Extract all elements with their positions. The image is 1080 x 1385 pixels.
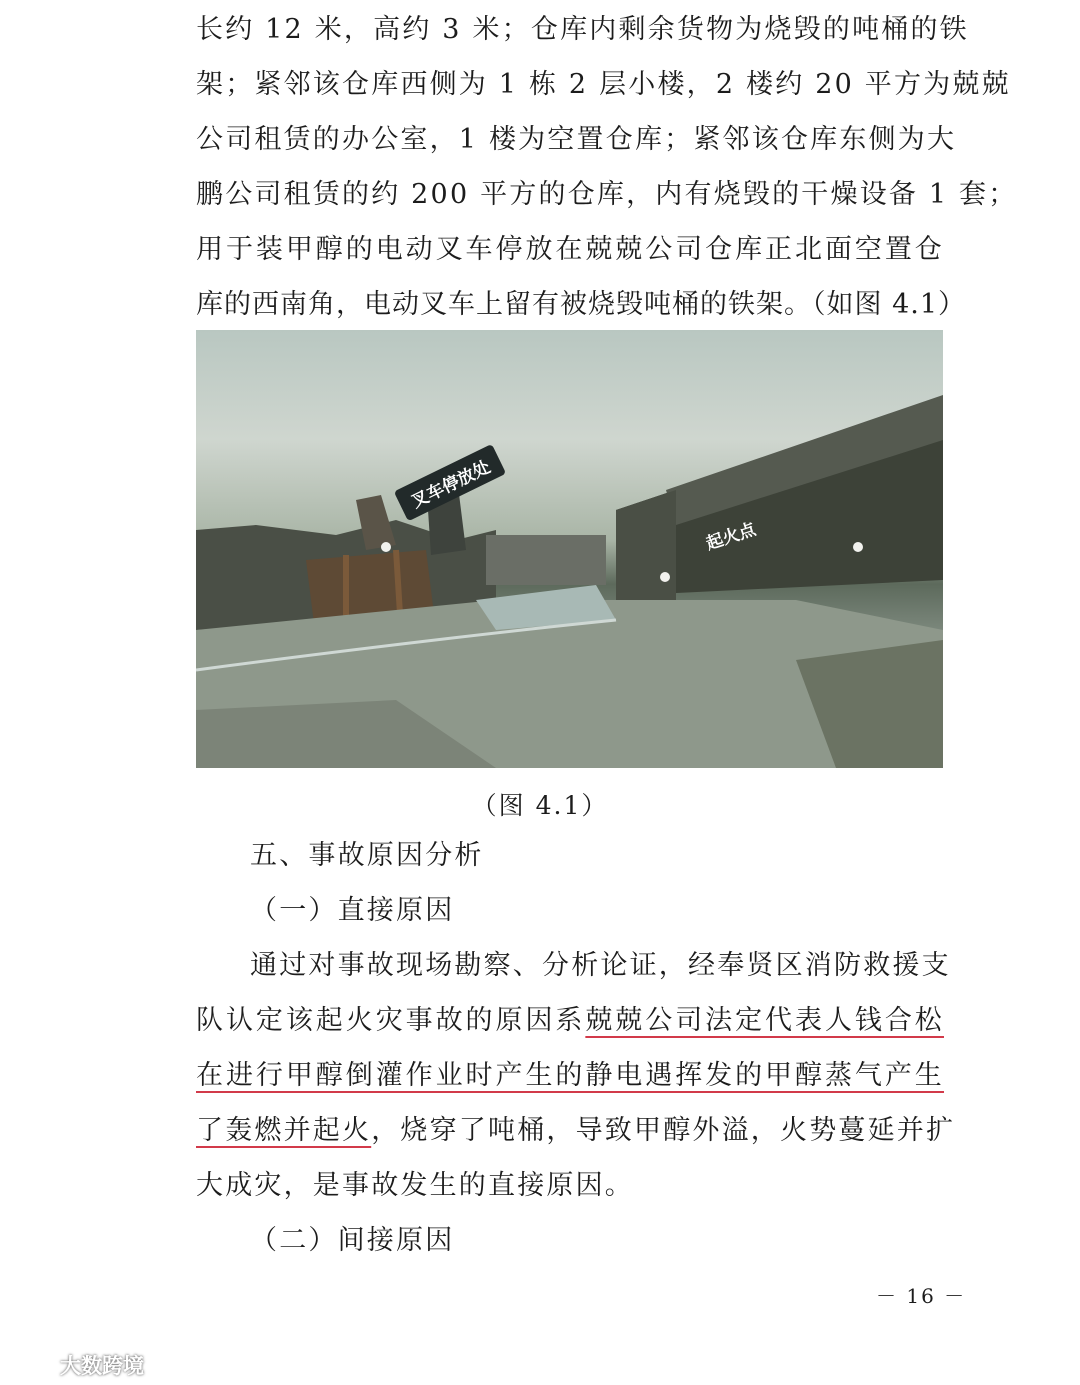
text-segment: ，烧穿了吨桶，导致甲醇外溢，火势蔓延并扩 bbox=[371, 1115, 956, 1146]
watermark-text: 大数跨境 bbox=[60, 1354, 144, 1378]
scene-photo bbox=[196, 330, 943, 768]
section-heading: 五、事故原因分析 bbox=[250, 840, 484, 871]
text-line: 长约 12 米，高约 3 米；仓库内剩余货物为烧毁的吨桶的铁 bbox=[196, 14, 969, 45]
text-line: 用于装甲醇的电动叉车停放在兢兢公司仓库正北面空置仓 bbox=[196, 234, 944, 265]
text-line: 公司租赁的办公室，1 楼为空置仓库；紧邻该仓库东侧为大 bbox=[196, 124, 957, 155]
logo-icon bbox=[10, 1352, 54, 1378]
section-five bbox=[196, 828, 956, 1268]
fire-marker-dot bbox=[660, 572, 670, 582]
scene-illustration bbox=[196, 330, 943, 768]
figure-caption: （图 4.1） bbox=[471, 791, 609, 820]
page-number: － 16 － bbox=[876, 1284, 967, 1308]
text-line bbox=[196, 1048, 944, 1103]
text-segment: 通过对事故现场勘察、分析论证，经奉贤区消防救援支 bbox=[250, 950, 951, 981]
text-line bbox=[196, 1158, 944, 1213]
underlined-text-segment: 兢兢公司法定代表人钱合松 bbox=[585, 1005, 944, 1036]
text-line bbox=[196, 993, 944, 1048]
underlined-text-segment: 了轰燃并起火 bbox=[196, 1115, 372, 1146]
fire-origin-label: 起火点 bbox=[703, 519, 759, 555]
text-line: 架；紧邻该仓库西侧为 1 栋 2 层小楼，2 楼约 20 平方为兢兢 bbox=[196, 69, 1011, 100]
paragraph-top bbox=[196, 2, 1018, 332]
text-line bbox=[196, 1103, 956, 1158]
marker-dot bbox=[853, 542, 863, 552]
forklift-parking-label: 叉车停放处 bbox=[394, 444, 506, 521]
text-line: 鹏公司租赁的约 200 平方的仓库，内有烧毁的干燥设备 1 套； bbox=[196, 179, 1018, 210]
text-segment: 队认定该起火灾事故的原因系 bbox=[196, 1005, 586, 1036]
underlined-text-segment: 在进行甲醇倒灌作业时产生的静电遇挥发的甲醇蒸气产生 bbox=[196, 1060, 944, 1091]
subheading-direct-cause: （一）直接原因 bbox=[250, 895, 455, 926]
text-line: 库的西南角，电动叉车上留有被烧毁吨桶的铁架。（如图 4.1） bbox=[196, 289, 967, 320]
subheading-indirect-cause: （二）间接原因 bbox=[250, 1225, 455, 1256]
forklift-marker-dot bbox=[381, 542, 391, 552]
text-line bbox=[196, 938, 951, 993]
text-segment: 大成灾，是事故发生的直接原因。 bbox=[196, 1170, 634, 1201]
watermark bbox=[10, 1350, 144, 1380]
